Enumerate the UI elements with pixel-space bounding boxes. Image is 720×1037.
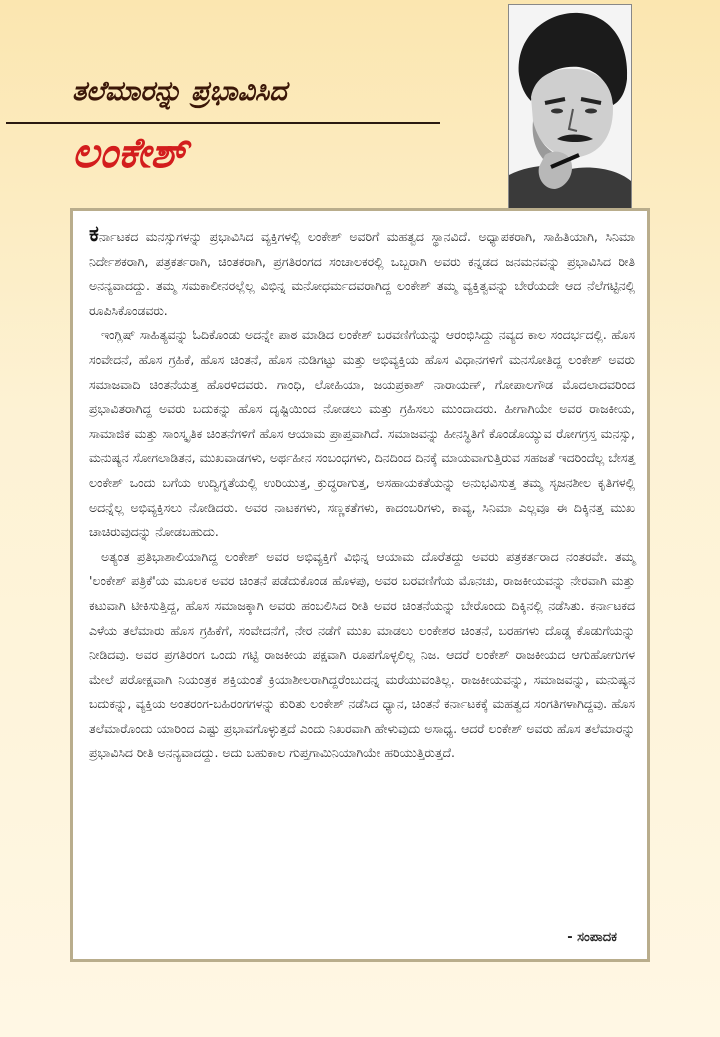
article-paragraph-1	[89, 222, 635, 323]
article-paragraph-2: ಇಂಗ್ಲಿಷ್ ಸಾಹಿತ್ಯವನ್ನು ಓದಿಕೊಂಡು ಅದನ್ನೇ ಪಾಠ ಮಾಡಿದ ಲಂಕೇಶ್ ಬರವಣಿಗೆಯನ್ನು ಆರಂಭಿಸಿದ್ದು ನವ್ಯದ ಕಾಲ ಸಂದರ್ಭದಲ್ಲಿ. ಹೊಸ ಸಂವೇದನೆ, ಹೊಸ ಗ್ರಹಿಕೆ, ಹೊಸ ಚಿಂತನೆ, ಹೊಸ ನುಡಿಗಟ್ಟು ಮತ್ತು ಅಭಿವ್ಯಕ್ತಿಯ ಹೊಸ ವಿಧಾನಗಳಿಗೆ ಮನಸೋತಿದ್ದ ಲಂಕೇಶ್ ಅವರು ಸಮಾಜವಾದಿ ಚಿಂತನೆಯತ್ತ ಹೊರಳಿದವರು. ಗಾಂಧಿ, ಲೋಹಿಯಾ, ಜಯಪ್ರಕಾಶ್ ನಾರಾಯಣ್, ಗೋಪಾಲಗೌಡ ಮೊದಲಾದವರಿಂದ ಪ್ರಭಾವಿತರಾಗಿದ್ದ ಅವರು ಬದುಕನ್ನು ಹೊಸ ದೃಷ್ಟಿಯಿಂದ ನೋಡಲು ಮತ್ತು ಗ್ರಹಿಸಲು ಮುಂದಾದರು. ಹೀಗಾಗಿಯೇ ಅವರ ರಾಜಕೀಯ, ಸಾಮಾಜಿಕ ಮತ್ತು ಸಾಂಸ್ಕೃತಿಕ ಚಿಂತನೆಗಳಿಗೆ ಹೊಸ ಆಯಾಮ ಪ್ರಾಪ್ತವಾಗಿದೆ. ಸಮಾಜವನ್ನು ಹೀನಸ್ಥಿತಿಗೆ ಕೊಂಡೊಯ್ಯುವ ರೋಗಗ್ರಸ್ತ ಮನಸ್ಸು, ಮನುಷ್ಯನ ಸೋಗಲಾಡಿತನ, ಮುಖವಾಡಗಳು, ಅರ್ಥಹೀನ ಸಂಬಂಧಗಳು, ದಿನದಿಂದ ದಿನಕ್ಕೆ ಮಾಯವಾಗುತ್ತಿರುವ ಸಹಜತೆ ಇದರಿಂದೆಲ್ಲ ಬೇಸತ್ತ ಲಂಕೇಶ್ ಒಂದು ಬಗೆಯ ಉದ್ವಿಗ್ನತೆಯಲ್ಲಿ ಉರಿಯುತ್ತ, ಕ್ರುದ್ಧರಾಗುತ್ತ, ಅಸಹಾಯಕತೆಯನ್ನು ಅನುಭವಿಸುತ್ತ ತಮ್ಮ ಸೃಜನಶೀಲ ಕೃತಿಗಳಲ್ಲಿ ಅದನ್ನೆಲ್ಲ ಅಭಿವ್ಯಕ್ತಿಸಲು ನೋಡಿದರು. ಅವರ ನಾಟಕಗಳು, ಸಣ್ಣಕತೆಗಳು, ಕಾದಂಬರಿಗಳು, ಕಾವ್ಯ, ಸಿನಿಮಾ ಎಲ್ಲವೂ ಈ ದಿಕ್ಕಿನತ್ತ ಮುಖ ಚಾಚಿರುವುದನ್ನು ನೋಡಬಹುದು.	[89, 327, 635, 540]
article-paragraph-3: ಅತ್ಯಂತ ಪ್ರತಿಭಾಶಾಲಿಯಾಗಿದ್ದ ಲಂಕೇಶ್ ಅವರ ಅಭಿವ್ಯಕ್ತಿಗೆ ವಿಭಿನ್ನ ಆಯಾಮ ದೊರೆತದ್ದು ಅವರು ಪತ್ರಕರ್ತರಾದ ನಂತರವೇ. ತಮ್ಮ 'ಲಂಕೇಶ್ ಪತ್ರಿಕೆ'ಯ ಮೂಲಕ ಅವರ ಚಿಂತನೆ ಪಡೆದುಕೊಂಡ ಹೊಳಪು, ಅವರ ಬರವಣಿಗೆಯ ಮೊನಚು, ರಾಜಕೀಯವನ್ನು ನೇರವಾಗಿ ಮತ್ತು ಕಟುವಾಗಿ ಟೀಕಿಸುತ್ತಿದ್ದ, ಹೊಸ ಸಮಾಜಕ್ಕಾಗಿ ಅವರು ಹಂಬಲಿಸಿದ ರೀತಿ ಅವರ ಚಿಂತನೆಯನ್ನು ಬೇರೊಂದು ದಿಕ್ಕಿನಲ್ಲಿ ನಡೆಸಿತು. ಕರ್ನಾಟಕದ ಎಳೆಯ ತಲೆಮಾರು ಹೊಸ ಗ್ರಹಿಕೆಗೆ, ಸಂವೇದನೆಗೆ, ನೇರ ನಡೆಗೆ ಮುಖ ಮಾಡಲು ಲಂಕೇಶರ ಚಿಂತನೆ, ಬರಹಗಳು ದೊಡ್ಡ ಕೊಡುಗೆಯನ್ನು ನೀಡಿದವು. ಅವರ ಪ್ರಗತಿರಂಗ ಒಂದು ಗಟ್ಟಿ ರಾಜಕೀಯ ಪಕ್ಷವಾಗಿ ರೂಪಗೊಳ್ಳಲಿಲ್ಲ ನಿಜ. ಆದರೆ ಲಂಕೇಶ್ ರಾಜಕೀಯದ ಆಗುಹೋಗುಗಳ ಮೇಲೆ ಪರೋಕ್ಷವಾಗಿ ನಿಯಂತ್ರಕ ಶಕ್ತಿಯಂತೆ ಕ್ರಿಯಾಶೀಲರಾಗಿದ್ದರೆಂಬುದನ್ನ ಮರೆಯುವಂತಿಲ್ಲ. ರಾಜಕೀಯವನ್ನು, ಸಮಾಜವನ್ನು, ಮನುಷ್ಯನ ಬದುಕನ್ನು, ವ್ಯಕ್ತಿಯ ಅಂತರಂಗ-ಬಹಿರಂಗಗಳನ್ನು ಕುರಿತು ಲಂಕೇಶ್ ನಡೆಸಿದ ಧ್ಯಾನ, ಚಿಂತನೆ ಕರ್ನಾಟಕಕ್ಕೆ ಮಹತ್ವದ ಸಂಗತಿಗಳಾಗಿದ್ದವು. ಹೊಸ ತಲೆಮಾರೊಂದು ಯಾರಿಂದ ಎಷ್ಟು ಪ್ರಭಾವಗೊಳ್ಳುತ್ತದೆ ಎಂದು ನಿಖರವಾಗಿ ಹೇಳುವುದು ಅಸಾಧ್ಯ. ಆದರೆ ಲಂಕೇಶ್ ಅವರು ಹೊಸ ತಲೆಮಾರನ್ನು ಪ್ರಭಾವಿಸಿದ ರೀತಿ ಅನನ್ಯವಾದದ್ದು. ಅದು ಬಹುಕಾಲ ಗುಪ್ತಗಾಮಿನಿಯಾಗಿಯೇ ಹರಿಯುತ್ತಿರುತ್ತದೆ.	[89, 548, 635, 761]
author-photo	[508, 4, 632, 210]
page-title: ಲಂಕೇಶ್	[72, 128, 188, 177]
paragraph-text: ರ್ನಾಟಕದ ಮನಸ್ಸುಗಳನ್ನು ಪ್ರಭಾವಿಸಿದ ವ್ಯಕ್ತಿಗಳಲ್ಲಿ ಲಂಕೇಶ್ ಅವರಿಗೆ ಮಹತ್ವದ ಸ್ಥಾನವಿದೆ. ಅಧ್ಯಾಪಕರಾಗಿ, ಸಾಹಿತಿಯಾಗಿ, ಸಿನಿಮಾ ನಿರ್ದೇಶಕರಾಗಿ, ಪತ್ರಕರ್ತರಾಗಿ, ಚಿಂತಕರಾಗಿ, ಪ್ರಗತಿರಂಗದ ಸಂಚಾಲಕರಲ್ಲಿ ಒಬ್ಬರಾಗಿ ಅವರು ಕನ್ನಡದ ಜನಮನವನ್ನು ಪ್ರಭಾವಿಸಿದ ರೀತಿ ಅನನ್ಯವಾದದ್ದು. ತಮ್ಮ ಸಮಕಾಲೀನರಲ್ಲೆಲ್ಲ ವಿಭಿನ್ನ ಮನೋಧರ್ಮದವರಾಗಿದ್ದ ಲಂಕೇಶ್ ತಮ್ಮ ವ್ಯಕ್ತಿತ್ವವನ್ನು ಬೇರೆಯದೇ ಆದ ನೆಲೆಗಟ್ಟಿನಲ್ಲಿ ರೂಪಿಸಿಕೊಂಡವರು.	[89, 229, 635, 318]
editor-signature: - ಸಂಪಾದಕ	[567, 930, 617, 945]
article-box	[70, 208, 650, 962]
title-rule	[6, 122, 440, 124]
header	[0, 0, 720, 210]
author-portrait-illustration	[509, 5, 631, 209]
title-kicker: ತಲೆಮಾರನ್ನು ಪ್ರಭಾವಿಸಿದ	[72, 76, 287, 107]
drop-cap: ಕ	[89, 222, 99, 247]
